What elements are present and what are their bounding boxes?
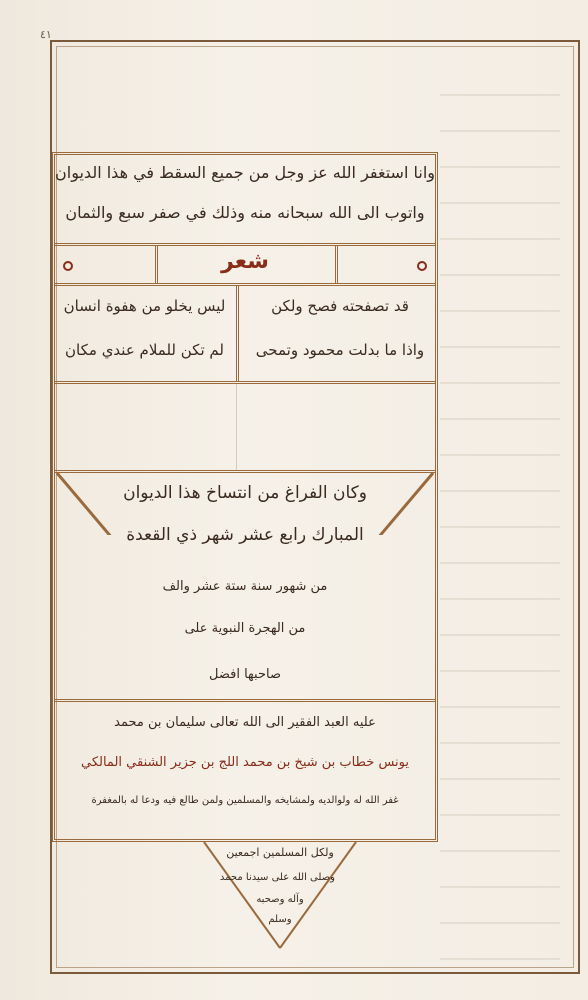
header-line-2: واتوب الى الله سبحانه منه وذلك في صفر سبع والثمان: [65, 203, 425, 222]
header-line-1: وانا استغفر الله عز وجل من جميع السقط في هذا الديوان: [55, 163, 435, 182]
tail-line-3: وآله وصحبه: [256, 894, 304, 905]
tail-line-4: وسلم: [268, 914, 292, 925]
colophon-line-1: وكان الفراغ من انتساخ هذا الديوان: [123, 483, 367, 503]
text-block: [52, 152, 438, 842]
verse-left-2: لم تكن للملام عندي مكان: [65, 341, 224, 359]
colophon-line-4: من الهجرة النبوية على: [184, 621, 306, 636]
scribe-line-3: غفر الله له ولوالديه ولمشايخه والمسلمين ولمن طالع فيه ودعا له بالمغفرة: [91, 795, 399, 806]
verse-right-1: قد تصفحته فصح ولكن: [271, 297, 409, 315]
colophon-triangle: [55, 155, 435, 535]
tail-line-2: وصلى الله على سيدنا محمد: [219, 872, 335, 883]
scribe-line-1: عليه العبد الفقير الى الله تعالى سليمان بن محمد: [114, 715, 376, 730]
colophon-line-3: من شهور سنة ستة عشر والف: [162, 579, 328, 594]
shir-heading: شعر: [221, 249, 269, 274]
verse-right-2: واذا ما بدلت محمود وتمحى: [255, 341, 425, 359]
tail-line-1: ولكل المسلمين اجمعين: [226, 846, 334, 859]
scribe-line-2: يونس خطاب بن شيخ بن محمد اللج بن جزير الشنقي المالكي: [81, 755, 409, 770]
verse-left-1: ليس يخلو من هفوة انسان: [63, 297, 226, 315]
page-number: ٤١: [40, 28, 52, 41]
colophon-line-2: المبارك رابع عشر شهر ذي القعدة: [126, 525, 364, 545]
divider: [55, 699, 435, 702]
colophon-line-5: صاحبها افضل: [209, 667, 281, 682]
bleed-through-texture: [440, 60, 560, 960]
